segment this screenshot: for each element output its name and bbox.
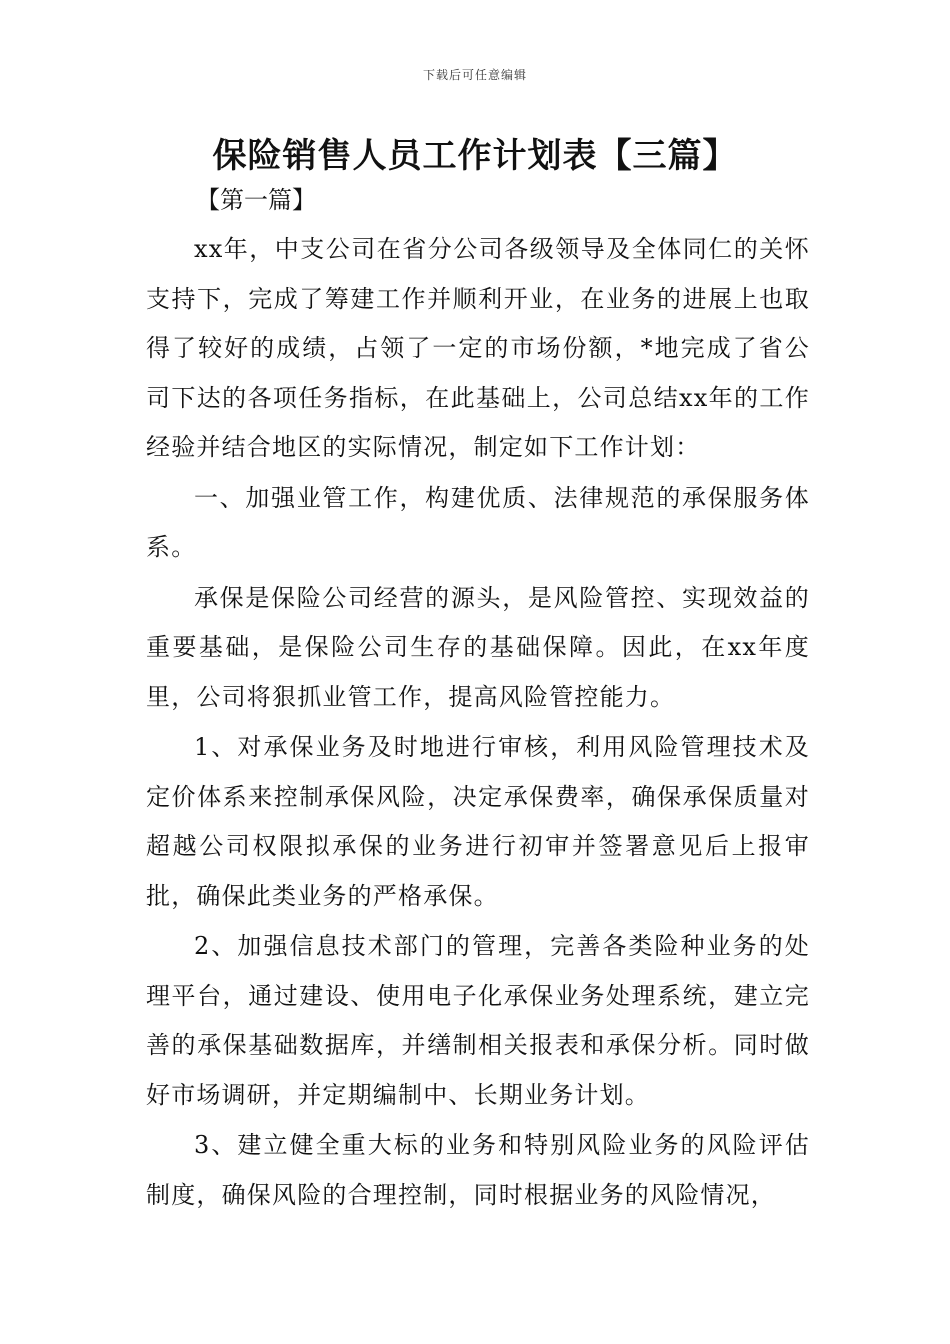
paragraph-underwriting: 承保是保险公司经营的源头，是风险管控、实现效益的重要基础，是保险公司生存的基础保障。因此，在xx年度里，公司将狠抓业管工作，提高风险管控能力。 [146, 583, 810, 711]
header-note: 下载后可任意编辑 [422, 68, 527, 82]
paragraph-item-1: 1、对承保业务及时地进行审核，利用风险管理技术及定价体系来控制承保风险，决定承保费率，确保承保质量对超越公司权限拟承保的业务进行初审并签署意见后上报审批，确保此类业务的严格承保。 [146, 733, 810, 910]
document-body [146, 225, 810, 1221]
paragraph-item-3: 3、建立健全重大标的业务和特别风险业务的风险评估制度，确保风险的合理控制，同时根据业务的风险情况， [146, 1131, 810, 1209]
paragraph-heading-1: 一、加强业管工作，构建优质、法律规范的承保服务体系。 [146, 483, 810, 561]
paragraph-intro: xx年，中支公司在省分公司各级领导及全体同仁的关怀支持下，完成了筹建工作并顺利开业，在业务的进展上也取得了较好的成绩，占领了一定的市场份额，*地完成了省公司下达的各项任务指标，在此基础上，公司总结xx年的工作经验并结合地区的实际情况，制定如下工作计划： [146, 235, 810, 461]
paragraph-item-2: 2、加强信息技术部门的管理，完善各类险种业务的处理平台，通过建设、使用电子化承保业务处理系统，建立完善的承保基础数据库，并缮制相关报表和承保分析。同时做好市场调研，并定期编制中、长期业务计划。 [146, 932, 810, 1109]
document-title: 保险销售人员工作计划表【三篇】 [212, 136, 738, 176]
section-label: 【第一篇】 [196, 186, 316, 214]
